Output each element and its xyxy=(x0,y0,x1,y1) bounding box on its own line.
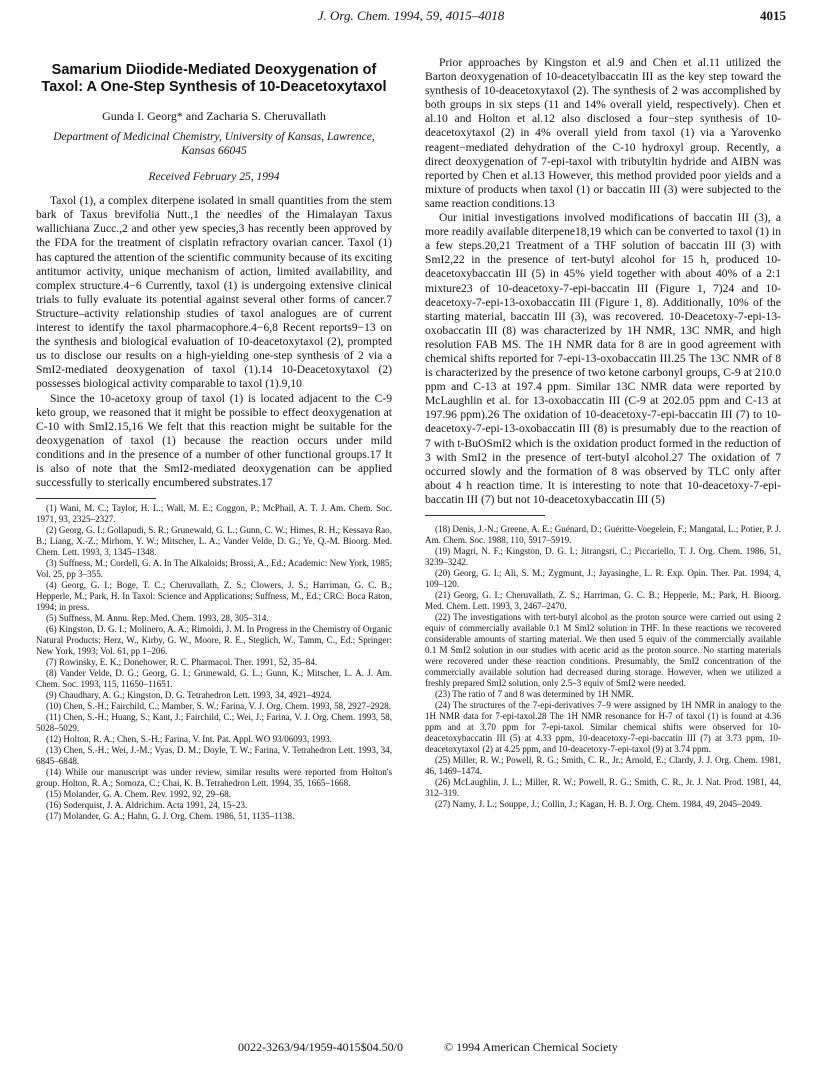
references-left xyxy=(36,503,392,822)
reference-item: (1) Wani, M. C.; Taylor, H. L.; Wall, M. E.; Coggon, P.; McPhail, A. T. J. Am. Chem. Soc. 1971, 93, 2325–2327. xyxy=(36,503,392,525)
reference-item: (9) Chaudhary, A. G.; Kingston, D. G. Tetrahedron Lett. 1993, 34, 4921–4924. xyxy=(46,690,332,701)
reference-item: (17) Molander, G. A.; Hahn, G. J. Org. Chem. 1986, 51, 1135–1138. xyxy=(46,811,295,822)
reference-item: (8) Vander Velde, D. G.; Georg, G. I.; Grunewald, G. L.; Gunn, K.; Mitscher, L. A. J. Am. Chem. Soc. 1993, 115, 11650–11651. xyxy=(36,668,392,690)
reference-item: (4) Georg, G. I.; Boge, T. C.; Cheruvallath, Z. S.; Clowers, J. S.; Harriman, G. C. B.; Hepperle, M.; Park, H. In Taxol: Science and Applications; Suffness, M., Ed.; CRC: Boca Raton, 1994; in press. xyxy=(36,580,392,613)
reference-item: (12) Holton, R. A.; Chen, S.-H.; Farina, V. Int. Pat. Appl. WO 93/06093, 1993. xyxy=(46,734,332,745)
journal-citation: J. Org. Chem. 1994, 59, 4015–4018 xyxy=(317,8,505,23)
article-title: Samarium Diiodide-Mediated Deoxygenation of Taxol: A One-Step Synthesis of 10-Deacetoxytaxol xyxy=(41,62,387,95)
body-paragraph: Our initial investigations involved modifications of baccatin III (3), a more readily available diterpene18,19 which can be converted to taxol (1) in a few steps.20,21 Treatment of a THF solution of baccatin III (3) with SmI2,22 in the presence of tert-butyl alcohol for 15 h, produced 10-deacetoxybaccatin III (5) in 45% yield together with about 40% of a 2:1 mixture23 of 10-deacetoxy-7-epi-baccatin III (Figure 1, 7)24 and 10-deacetoxy-7-epi-13-oxobaccatin III (Figure 1, 8). Additionally, 10% of the starting material, baccatin III (3), was recovered. 10-Deacetoxy-7-epi-13-oxobaccatin III (8) was characterized by 1H NMR, 13C NMR, and high resolution FAB MS. The 1H NMR data for 8 are in good agreement with chemical shifts reported for 7-epi-13-oxobaccatin III.25 The 13C NMR of 8 is characterized by the presence of two ketone carbonyl groups, C-9 at 210.0 ppm and C-13 at 197.4 ppm. Similar 13C NMR data were reported by McLaughlin et al. for 13-oxobaccatin III (C-9 at 202.05 ppm and C-13 at 197.96 ppm).26 The oxidation of 10-deacetoxy-7-epi-baccatin III (7) to 10-deacetoxy-7-epi-13-oxobaccatin III (8) is presumably due to the reaction of 7 with t-BuOSmI2 which is the oxidation product formed in the reduction of 3 with SmI2 in the presence of tert-butyl alcohol.27 The oxidation of 7 occurred slowly and the formation of 8 was observed by TLC only after about 4 h reaction time. It is interesting to note that 10-deacetoxy-7-epi-baccatin III (7) but not 10-deacetoxybaccatin III (5) xyxy=(425,211,781,506)
reference-item: (5) Suffness, M. Annu. Rep. Med. Chem. 1993, 28, 305–314. xyxy=(46,613,269,624)
reference-item: (26) McLaughlin, J. L.; Miller, R. W.; Powell, R. G.; Smith, C. R., Jr. J. Nat. Prod. 1981, 44, 312–319. xyxy=(425,777,781,798)
reference-item: (2) Georg, G. I.; Gollapudi, S. R.; Grunewald, G. L.; Gunn, C. W.; Himes, R. H.; Kessava Rao, B.; Liang, X.-Z.; Mirhom, Y. W.; Mitscher, L. A.; Vander Velde, D. G.; Ye, Q.-M. Bioorg. Med. Chem. Lett. 1993, 3, 1345–1348. xyxy=(36,525,392,558)
page-number: 4015 xyxy=(760,8,786,23)
reference-item: (10) Chen, S.-H.; Fairchild, C.; Mamber, S. W.; Farina, V. J. Org. Chem. 1993, 58, 2927–2928. xyxy=(46,701,391,712)
body-paragraph: Since the 10-acetoxy group of taxol (1) is located adjacent to the C-9 keto group, we reasoned that it might be possible to effect deoxygenation at C-10 with SmI2.15,16 We felt that this reaction might be suitable for the deoxygenation of taxol (1) because the reaction occurs under mild conditions and in the presence of a number of other functional groups.17 It is also of note that the SmI2-mediated deoxygenation can be applied successfully to sterically encumbered substrates.17 xyxy=(36,391,392,490)
reference-item: (13) Chen, S.-H.; Wei, J.-M.; Vyas, D. M.; Doyle, T. W.; Farina, V. Tetrahedron Lett. 1993, 34, 6845–6848. xyxy=(36,745,392,767)
left-column xyxy=(36,62,392,822)
body-paragraph: Taxol (1), a complex diterpene isolated in small quantities from the stem bark of Taxus brevifolia Nutt.,1 the needles of the Himalayan Taxus wallichiana Zucc.,2 and other yew species,3 has recently been approved by the FDA for the treatment of cisplatin refractory ovarian cancer. Taxol (1) has captured the attention of the scientific community because of its exciting antitumor activity, unique mechanism of action, limited availability, and complex structure.4−6 Currently, taxol (1) is undergoing extensive clinical trials to fully evaluate its potential against several other forms of cancer.7 Structure–activity relationship studies of taxol analogues are of current interest to identify the taxol pharmacophore.4−6,8 Recent reports9−13 on the synthesis and biological evaluation of 10-deacetoxytaxol (2), prompted us to disclose our results on a high-yielding one-step synthesis of 2 via a SmI2-mediated deoxygenation of taxol (1).14 10-Deacetoxytaxol (2) possesses biological activity comparable to taxol (1).9,10 xyxy=(36,194,392,391)
reference-item: (27) Namy, J. L.; Souppe, J.; Collin, J.; Kagan, H. B. J. Org. Chem. 1984, 49, 2045–2049. xyxy=(435,799,763,809)
author-affiliation: Department of Medicinal Chemistry, University of Kansas, Lawrence, Kansas 66045 xyxy=(53,131,375,157)
received-date: Received February 25, 1994 xyxy=(148,171,280,184)
reference-item: (23) The ratio of 7 and 8 was determined by 1H NMR. xyxy=(435,689,634,699)
reference-item: (3) Suffness, M.; Cordell, G. A. In The Alkaloids; Brossi, A., Ed.; Academic: New York, 1985; Vol. 25, pp 3–355. xyxy=(36,558,392,580)
right-column xyxy=(425,56,781,810)
reference-item: (7) Rowinsky, E. K.; Donehower, R. C. Pharmacol. Ther. 1991, 52, 35–84. xyxy=(46,657,318,668)
article-code: 0022-3263/94/1959-4015$04.50/0 xyxy=(238,1040,403,1054)
reference-item: (19) Magri, N. F.; Kingston, D. G. I.; Jitrangsri, C.; Piccariello, T. J. Org. Chem. 1986, 51, 3239–3242. xyxy=(425,546,781,567)
reference-item: (16) Soderquist, J. A. Aldrichim. Acta 1991, 24, 15–23. xyxy=(46,800,248,811)
reference-item: (15) Molander, G. A. Chem. Rev. 1992, 92, 29–68. xyxy=(46,789,231,800)
copyright-notice: © 1994 American Chemical Society xyxy=(444,1040,618,1054)
reference-item: (21) Georg, G. I.; Cheruvallath, Z. S.; Harriman, G. C. B.; Hepperle, M.; Park, H. Bioorg. Med. Chem. Lett. 1993, 3, 2467–2470. xyxy=(425,590,781,611)
article-authors: Gunda I. Georg* and Zacharia S. Cheruvallath xyxy=(102,109,326,123)
footnote-divider xyxy=(425,515,545,516)
references-right xyxy=(425,524,781,810)
footnote-divider xyxy=(36,498,156,499)
reference-item: (25) Miller, R. W.; Powell, R. G.; Smith, C. R., Jr.; Arnold, E.; Clardy, J. J. Org. Chem. 1981, 46, 1469–1474. xyxy=(425,755,781,776)
running-header xyxy=(36,8,786,28)
reference-item: (6) Kingston, D. G. I.; Molinero, A. A.; Rimoldi, J. M. In Progress in the Chemistry of Organic Natural Products; Herz, W., Kirby, G. W., Moore, R. E., Steglich, W., Tamm, C., Ed.; Springer: New York, 1993; Vol. 61, pp 1–206. xyxy=(36,624,392,657)
reference-item: (11) Chen, S.-H.; Huang, S.; Kant, J.; Fairchild, C.; Wei, J.; Farina, V. J. Org. Chem. 1993, 58, 5028–5029. xyxy=(36,712,392,734)
reference-item: (14) While our manuscript was under review, similar results were reported from Holton's group. Holton, R. A.; Somoza, C.; Chai, K. B. Tetrahedron Lett. 1994, 35, 1665–1668. xyxy=(36,767,392,789)
reference-item: (22) The investigations with tert-butyl alcohol as the proton source were carried out using 2 equiv of commercially available 0.1 M SmI2 solution in THF. In these reactions we recovered considerable amounts of starting material. We then used 5 equiv of the commercially available 0.1 M SmI2 solution in our studies with acetic acid as the proton source. No starting materials were recovered under these reaction conditions. Presumably, the SmI2 concentration of the commercially available solution had decreased during storage. However, when we utilized a freshly prepared SmI2 solution, only 2.5–3 equiv of SmI2 were needed. xyxy=(425,612,781,688)
reference-item: (20) Georg, G. I.; Ali, S. M.; Zygmunt, J.; Jayasinghe, L. R. Exp. Opin. Ther. Pat. 1994, 4, 109–120. xyxy=(425,568,781,589)
reference-item: (24) The structures of the 7-epi-derivatives 7–9 were assigned by 1H NMR in analogy to the 1H NMR data for 7-epi-taxol.28 The 1H NMR resonance for H-7 of taxol (1) is found at 4.36 ppm and at 3.70 ppm for 7-epi-taxol. Similar chemical shifts were observed for 10-deacetoxybaccatin III (5) at 4.33 ppm, 10-deacetoxy-7-epi-baccatin III (7) at 3.73 ppm, 10-deacetoxytaxol (2) at 4.25 ppm, and 10-deacetoxy-7-epi-taxol (9) at 3.74 ppm. xyxy=(425,700,781,754)
reference-item: (18) Denis, J.-N.; Greene, A. E.; Guénard, D.; Guéritte-Voegelein, F.; Mangatal, L.; Potier, P. J. Am. Chem. Soc. 1988, 110, 5917–5919. xyxy=(425,524,781,545)
body-paragraph: Prior approaches by Kingston et al.9 and Chen et al.11 utilized the Barton deoxygenation of 10-deacetylbaccatin III as the key step toward the synthesis of 10-deacetoxytaxol (2). The synthesis of 2 was accomplished by both groups in six steps (11 and 14% overall yield, respectively). Chen et al.10 and Holton et al.12 also disclosed a four−step synthesis of 10-deacetoxytaxol (2) in 4% overall yield from taxol (1) via a Yarovenko reagent−mediated dehydration of the C-10 hydroxyl group. Recently, a direct deoxygenation of 7-epi-taxol with tributyltin hydride and AIBN was reported by Chen et al.13 However, this method provided poor yields and a mixture of products when taxol (1) or baccatin III (3) were subjected to the same reaction conditions.13 xyxy=(425,56,781,210)
